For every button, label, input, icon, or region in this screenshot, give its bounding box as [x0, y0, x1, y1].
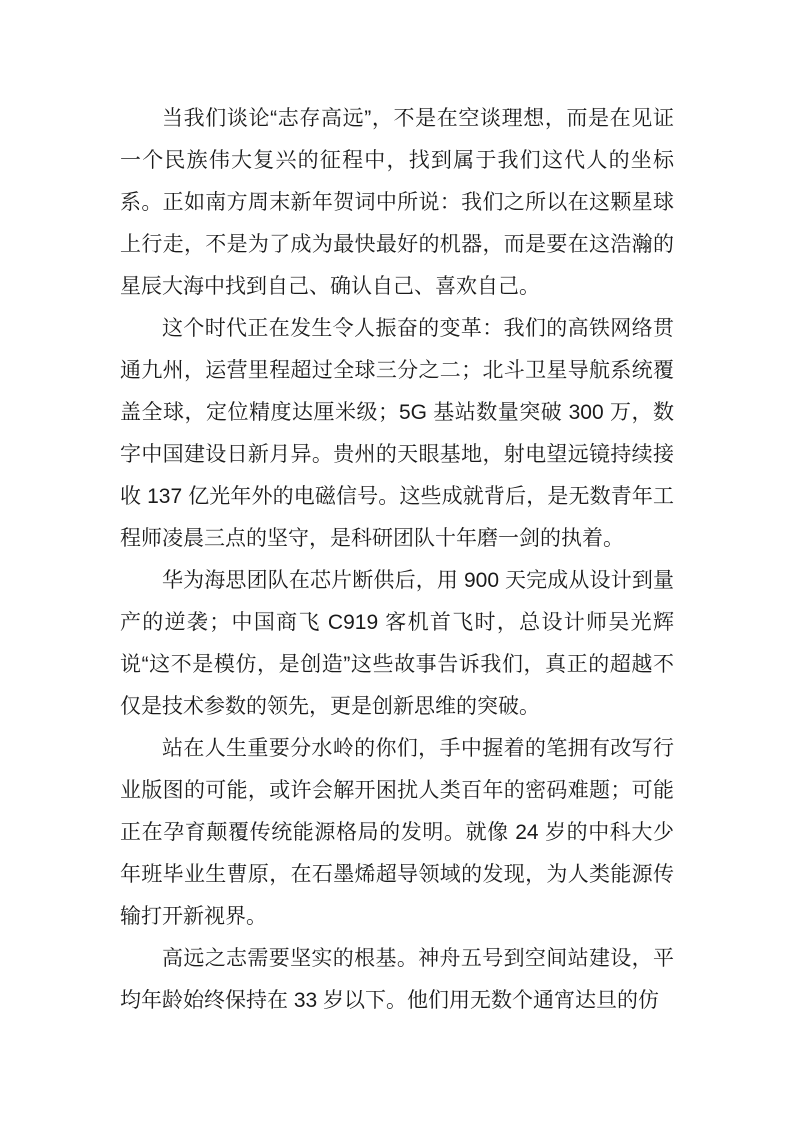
paragraph-5: 高远之志需要坚实的根基。神舟五号到空间站建设，平均年龄始终保持在 33 岁以下。他们用无数个通宵达旦的仿 — [120, 947, 674, 1012]
paragraph-4: 站在人生重要分水岭的你们，手中握着的笔拥有改写行业版图的可能，或许会解开困扰人类百年的密码难题；可能正在孕育颠覆传统能源格局的发明。就像 24 岁的中科大少年班毕业生曹原，在石墨烯超导领域的发现，为人类能源传输打开新视界。 — [120, 737, 674, 928]
paragraph-3: 华为海思团队在芯片断供后，用 900 天完成从设计到量产的逆袭；中国商飞 C919 客机首飞时，总设计师吴光辉说“这不是模仿，是创造”这些故事告诉我们，真正的超越不仅是技术参数的领先，更是创新思维的突破。 — [120, 569, 674, 718]
paragraph-2: 这个时代正在发生令人振奋的变革：我们的高铁网络贯通九州，运营里程超过全球三分之二；北斗卫星导航系统覆盖全球，定位精度达厘米级；5G 基站数量突破 300 万，数字中国建设日新月异。贵州的天眼基地，射电望远镜持续接收 137 亿光年外的电磁信号。这些成就背后，是无数青年工程师凌晨三点的坚守，是科研团队十年磨一剑的执着。 — [120, 317, 674, 550]
paragraph-1: 当我们谈论“志存高远”，不是在空谈理想，而是在见证一个民族伟大复兴的征程中，找到属于我们这代人的坐标系。正如南方周末新年贺词中所说：我们之所以在这颗星球上行走，不是为了成为最快最好的机器，而是要在这浩瀚的星辰大海中找到自己、确认自己、喜欢自己。 — [120, 107, 674, 298]
